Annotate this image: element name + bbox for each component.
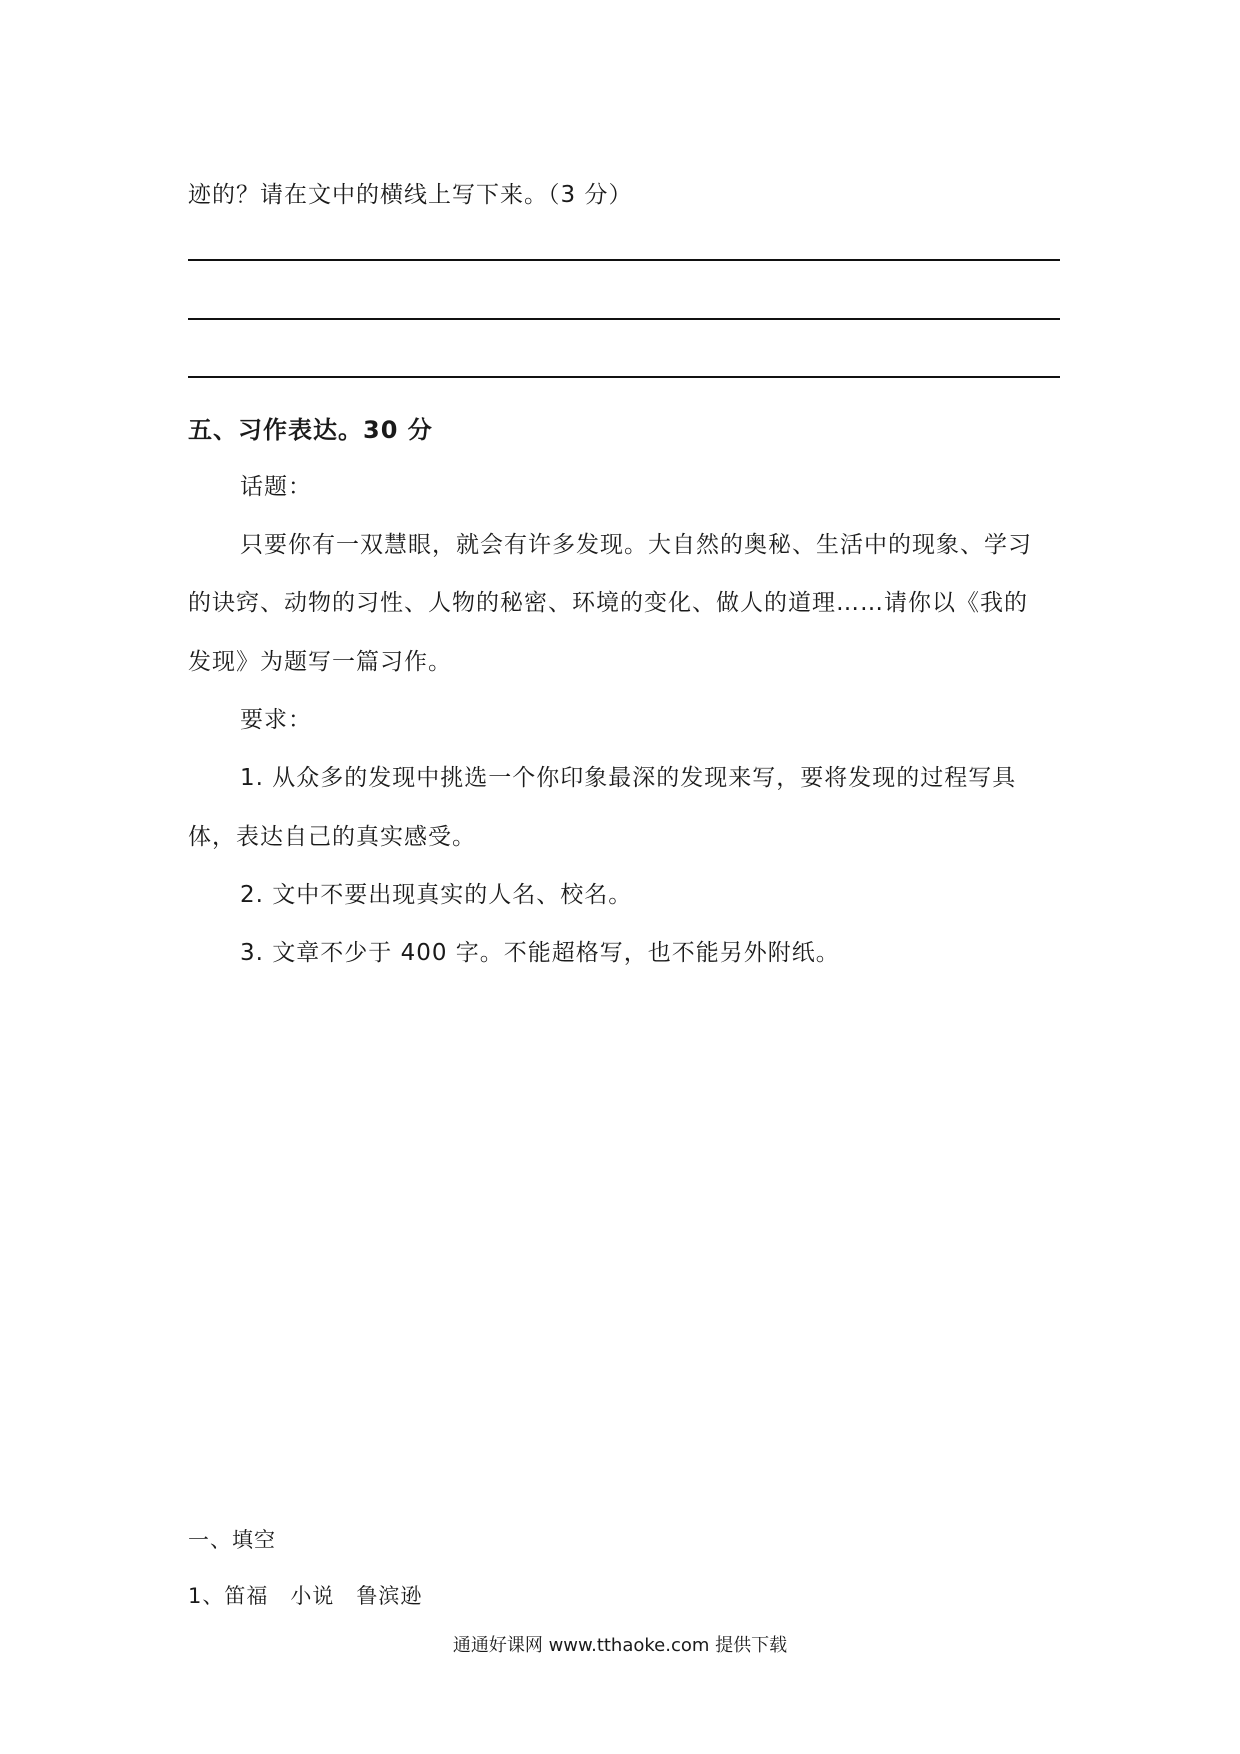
section5-heading: 五、习作表达。30 分: [188, 416, 433, 444]
requirement-2: 2. 文中不要出现真实的人名、校名。: [240, 882, 633, 908]
prompt-line-3: 发现》为题写一篇习作。: [188, 649, 452, 675]
requirements-label: 要求：: [240, 707, 312, 733]
prompt-line-2: 的诀窍、动物的习性、人物的秘密、环境的变化、做人的道理……请你以《我的: [188, 590, 1028, 616]
page-footer: 通通好课网 www.tthaoke.com 提供下载: [452, 1635, 788, 1656]
answer-line-1: [188, 259, 1060, 261]
topic-label: 话题：: [240, 474, 312, 500]
requirement-1-line-2: 体，表达自己的真实感受。: [188, 824, 476, 850]
answer-line-3: [188, 376, 1060, 378]
question-tail: 迹的？请在文中的横线上写下来。（3 分）: [188, 182, 633, 208]
requirement-3: 3. 文章不少于 400 字。不能超格写，也不能另外附纸。: [240, 940, 840, 966]
answer-line-2: [188, 318, 1060, 320]
answers-item-1: 1、笛福 小说 鲁滨逊: [188, 1584, 423, 1608]
answers-section-title: 一、填空: [188, 1528, 276, 1552]
requirement-1-line-1: 1. 从众多的发现中挑选一个你印象最深的发现来写，要将发现的过程写具: [240, 765, 1017, 791]
prompt-line-1: 只要你有一双慧眼，就会有许多发现。大自然的奥秘、生活中的现象、学习: [240, 532, 1032, 558]
